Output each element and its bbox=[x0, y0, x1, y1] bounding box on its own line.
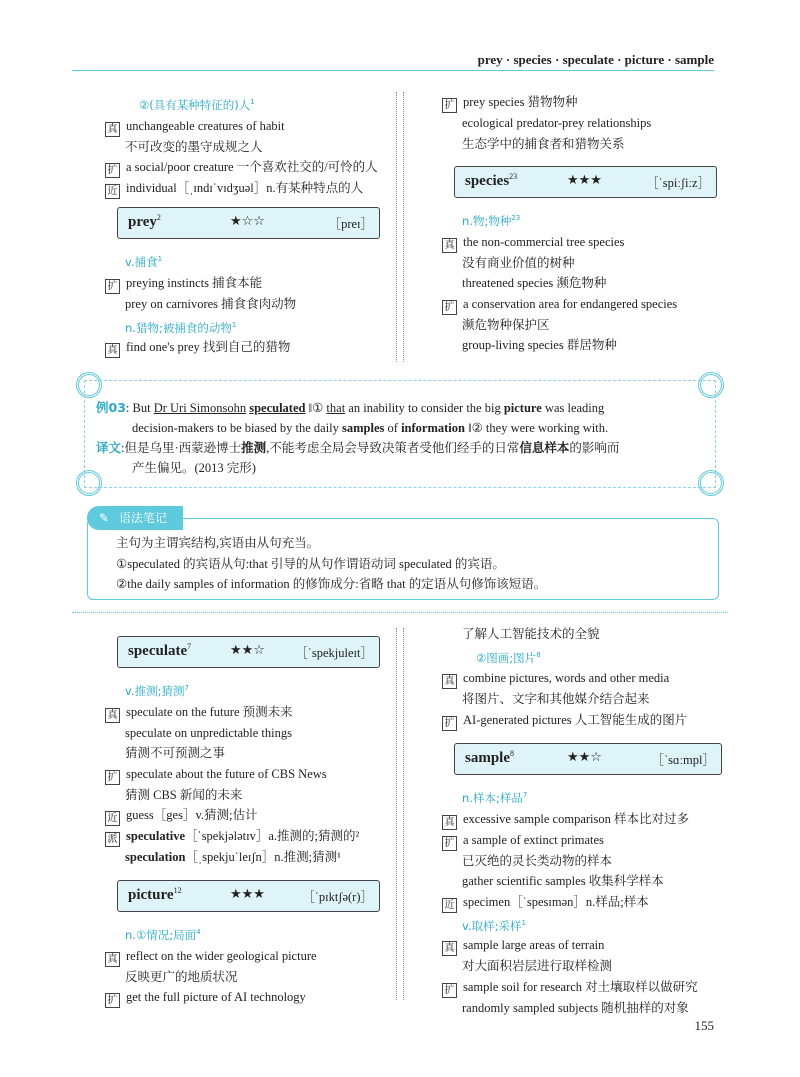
entry-line bbox=[105, 805, 380, 826]
entry-line bbox=[105, 743, 380, 764]
entry-line bbox=[442, 977, 722, 998]
text: ,不能考虑全局会导致决策者受他们经手的日常 bbox=[266, 441, 520, 455]
entry-text: 已灭绝的灵长类动物的样本 bbox=[462, 853, 613, 868]
entry-text: find one's prey 找到自己的猎物 bbox=[126, 340, 291, 355]
entry-text: the non-commercial tree species bbox=[463, 234, 625, 249]
entry-line bbox=[105, 987, 380, 1008]
entry-lines bbox=[105, 946, 380, 1009]
word-box-species bbox=[454, 166, 717, 198]
entry-line bbox=[442, 809, 722, 830]
entry-line bbox=[442, 92, 717, 113]
entry-text: 猜测不可预测之事 bbox=[125, 746, 226, 761]
entry-text: threatened species 濒危物种 bbox=[462, 276, 607, 291]
entry-lines bbox=[105, 116, 380, 200]
sense-label: n.猎物;被捕食的动物$^1$ bbox=[125, 320, 237, 335]
right-top-column bbox=[442, 92, 717, 356]
entry-line bbox=[442, 624, 722, 645]
word-box-sample bbox=[454, 743, 722, 775]
grammar-line: ①speculated 的宾语从句:that 引导的从句作谓语动词 speculated 的宾语。 bbox=[116, 556, 505, 571]
entry-tag: 近 bbox=[105, 184, 120, 199]
entry-line bbox=[442, 935, 722, 956]
phonetic: ［ˈspekjuleɪt］ bbox=[295, 646, 373, 660]
entry-tag: 真 bbox=[442, 674, 457, 689]
entry-text: 生态学中的捕食者和猎物关系 bbox=[462, 136, 625, 151]
entry-text: 濒危物种保护区 bbox=[462, 317, 550, 332]
entry-lines bbox=[442, 668, 722, 731]
entry-tag: 真 bbox=[105, 708, 120, 723]
entry-line bbox=[442, 113, 717, 134]
word-box-prey bbox=[117, 207, 380, 239]
entry-lines bbox=[442, 232, 717, 356]
derived-line bbox=[105, 847, 380, 868]
entry-tag: 真 bbox=[105, 952, 120, 967]
entry-line bbox=[442, 956, 722, 977]
grammar-title: 语法笔记 bbox=[118, 511, 167, 525]
derived-line bbox=[105, 826, 380, 847]
grammar-text bbox=[116, 533, 546, 595]
entry-line bbox=[105, 157, 380, 178]
text: decision-makers to be biased by the daily bbox=[132, 421, 339, 435]
translation-label: 译文 bbox=[96, 440, 122, 455]
text: of bbox=[387, 421, 398, 435]
entry-tag: 扩 bbox=[442, 716, 457, 731]
entry-tag: 扩 bbox=[442, 300, 457, 315]
text: But bbox=[132, 401, 151, 415]
entry-line bbox=[442, 273, 717, 294]
derived-lines bbox=[105, 826, 380, 868]
translation-line-2: 产生偏见。(2013 完形) bbox=[132, 461, 256, 475]
entry-line bbox=[105, 137, 380, 158]
entry-line bbox=[105, 273, 380, 294]
entry-tag: 真 bbox=[442, 941, 457, 956]
star-rating: ★★☆ bbox=[567, 749, 602, 765]
star-rating: ★★★ bbox=[567, 173, 602, 188]
entry-tag: 扩 bbox=[442, 836, 457, 851]
word-box-picture bbox=[117, 880, 380, 912]
entry-line bbox=[105, 702, 380, 723]
entry-text: preying instincts 捕食本能 bbox=[126, 276, 263, 291]
entry-line bbox=[105, 946, 380, 967]
sense-label: n.物;物种$^{23}$ bbox=[462, 213, 521, 228]
entry-tag: 近 bbox=[105, 811, 120, 826]
entry-text: unchangeable creatures of habit bbox=[126, 118, 285, 133]
entry-text: guess［ges］v.猜测;估计 bbox=[126, 808, 258, 823]
example-box bbox=[84, 380, 716, 488]
entry-tag: 真 bbox=[442, 238, 457, 253]
entry-line bbox=[442, 830, 722, 851]
entry-line bbox=[442, 871, 722, 892]
entry-lines bbox=[442, 92, 717, 154]
star-rating: ★★☆ bbox=[230, 643, 265, 658]
text: an inability to consider the big bbox=[348, 401, 501, 415]
entry-text: sample soil for research 对土壤取样以做研究 bbox=[463, 979, 698, 994]
entry-tag: 派 bbox=[105, 832, 120, 847]
entry-tag: 扩 bbox=[442, 98, 457, 113]
entry-line bbox=[442, 315, 717, 336]
entry-tag: 真 bbox=[105, 122, 120, 137]
entry-lines bbox=[105, 702, 380, 827]
subject: Dr Uri Simonsohn bbox=[153, 401, 247, 415]
entry-text: 了解人工智能技术的全貌 bbox=[462, 627, 600, 641]
entry-text: prey species 猎物物种 bbox=[463, 95, 578, 109]
keyword: 信息样本 bbox=[519, 441, 570, 455]
headword: picture$^{12}$ bbox=[128, 885, 182, 903]
phonetic: ［preɪ］ bbox=[328, 217, 373, 232]
entry-tag: 真 bbox=[105, 343, 120, 358]
phonetic: ［ˈsɑːmpl］ bbox=[651, 752, 715, 767]
entry-lines bbox=[442, 935, 722, 1018]
sense-label: v.取样;采样$^1$ bbox=[462, 918, 526, 933]
clause-mark: ‖① bbox=[308, 401, 324, 415]
pen-icon: ✎ bbox=[98, 511, 110, 525]
entry-text: individual［ˌɪndɪˈvɪdʒuəl］n.有某种特点的人 bbox=[126, 181, 364, 196]
keyword: samples bbox=[342, 421, 385, 435]
sense-label: n.样本;样品$^7$ bbox=[462, 790, 528, 805]
entry-text: ecological predator-prey relationships bbox=[462, 116, 652, 130]
entry-text: AI-generated pictures 人工智能生成的图片 bbox=[463, 712, 688, 727]
headword: speculate$^7$ bbox=[128, 642, 192, 659]
text: they were working with. bbox=[485, 421, 609, 435]
derived-word: speculation bbox=[125, 850, 186, 865]
entry-line bbox=[442, 892, 722, 913]
entry-line bbox=[442, 232, 717, 253]
entry-line bbox=[105, 294, 380, 315]
entry-text: 没有商业价值的树种 bbox=[462, 255, 575, 270]
entry-line bbox=[105, 967, 380, 988]
sense-label: ②图画;图片$^8$ bbox=[476, 650, 541, 665]
entry-line bbox=[105, 178, 380, 199]
example-text bbox=[96, 398, 702, 478]
entry-tag: 扩 bbox=[105, 993, 120, 1008]
entry-line bbox=[442, 710, 722, 731]
phonetic: ［ˈspiːʃiːz］ bbox=[646, 176, 710, 190]
entry-tag: 扩 bbox=[105, 770, 120, 785]
entry-text: specimen［ˈspesɪmən］n.样品;样本 bbox=[463, 894, 649, 909]
entry-text: reflect on the wider geological picture bbox=[126, 948, 317, 963]
translation-line-1: 译文:但是乌里·西蒙逊博士推测,不能考虑全局会导致决策者受他们经手的日常信息样本的影响而 bbox=[96, 440, 620, 455]
entry-text: 对大面积岩层进行取样检测 bbox=[462, 959, 613, 974]
right-bottom-column bbox=[442, 624, 722, 1018]
derived-definition: ［ˈspekjələtɪv］a.推测的;猜测的² bbox=[185, 829, 360, 844]
keyword: picture bbox=[503, 401, 542, 415]
entry-lines bbox=[442, 624, 722, 645]
entry-text: speculate on the future 预测未来 bbox=[126, 704, 293, 719]
entry-line bbox=[442, 998, 722, 1019]
sense-label: v.推测;猜测$^7$ bbox=[125, 683, 189, 698]
entry-lines bbox=[105, 337, 380, 358]
entry-line bbox=[442, 851, 722, 872]
example-label: 例03 bbox=[96, 400, 126, 415]
that: that bbox=[326, 401, 346, 415]
entry-line bbox=[105, 723, 380, 744]
entry-line bbox=[442, 689, 722, 710]
grammar-line: 主句为主谓宾结构,宾语由从句充当。 bbox=[116, 536, 320, 550]
entry-tag: 近 bbox=[442, 898, 457, 913]
text: 但是乌里·西蒙逊博士 bbox=[124, 441, 242, 455]
entry-text: 将图片、文字和其他媒介结合起来 bbox=[462, 692, 650, 707]
running-header: prey · species · speculate · picture · sample bbox=[477, 52, 714, 67]
entry-text: prey on carnivores 捕食食肉动物 bbox=[125, 297, 297, 312]
entry-text: 反映更广的地质状况 bbox=[125, 969, 238, 984]
left-top-column bbox=[105, 92, 380, 358]
entry-text: get the full picture of AI technology bbox=[126, 990, 306, 1005]
column-divider bbox=[396, 628, 404, 1000]
entry-line bbox=[105, 785, 380, 806]
entry-line bbox=[105, 337, 380, 358]
entry-text: a sample of extinct primates bbox=[463, 832, 604, 847]
entry-text: 不可改变的墨守成规之人 bbox=[125, 139, 263, 154]
entry-text: speculate on unpredictable things bbox=[125, 725, 292, 740]
sense-label: v.捕食$^1$ bbox=[125, 255, 163, 270]
entry-text: excessive sample comparison 样本比对过多 bbox=[463, 811, 689, 826]
headword: prey$^2$ bbox=[128, 213, 161, 231]
entry-line bbox=[105, 764, 380, 785]
corner-ornament bbox=[76, 372, 102, 398]
entry-line bbox=[442, 335, 717, 356]
sense-label: ②(具有某种特征的)人$^1$ bbox=[139, 97, 255, 112]
corner-ornament bbox=[698, 372, 724, 398]
text: was leading bbox=[544, 401, 605, 415]
entry-lines bbox=[442, 809, 722, 913]
left-bottom-column bbox=[105, 624, 380, 1008]
example-line-1: 例03: But Dr Uri Simonsohn speculated ‖① that an inability to consider the big picture was leading bbox=[96, 400, 605, 415]
entry-line bbox=[442, 134, 717, 155]
entry-line bbox=[442, 253, 717, 274]
phonetic: ［ˈpɪktʃə(r)］ bbox=[302, 889, 373, 904]
grammar-tab bbox=[87, 506, 183, 530]
entry-text: a conservation area for endangered species bbox=[463, 296, 678, 311]
entry-lines bbox=[105, 273, 380, 315]
entry-line bbox=[442, 668, 722, 689]
entry-tag: 扩 bbox=[442, 983, 457, 998]
star-rating: ★★★ bbox=[230, 886, 265, 902]
entry-text: combine pictures, words and other media bbox=[463, 671, 670, 686]
entry-text: 猜测 CBS 新闻的未来 bbox=[125, 787, 243, 802]
keyword: information bbox=[401, 421, 465, 435]
text: 的影响而 bbox=[569, 441, 620, 455]
entry-line bbox=[105, 116, 380, 137]
sense-label: n.①情况;局面$^4$ bbox=[125, 927, 201, 942]
grammar-line: ②the daily samples of information 的修饰成分:省略 that 的定语从句修饰该短语。 bbox=[116, 577, 547, 591]
headword: species$^{23}$ bbox=[465, 172, 518, 189]
star-rating: ★☆☆ bbox=[230, 214, 265, 230]
header-rule bbox=[72, 70, 714, 71]
derived-word: speculative bbox=[126, 829, 186, 844]
entry-text: sample large areas of terrain bbox=[463, 938, 605, 953]
entry-text: randomly sampled subjects 随机抽样的对象 bbox=[462, 1000, 689, 1015]
entry-tag: 扩 bbox=[105, 279, 120, 294]
entry-tag: 真 bbox=[442, 815, 457, 830]
verb: speculated bbox=[249, 401, 306, 415]
entry-text: group-living species 群居物种 bbox=[462, 338, 617, 353]
example-line-2 bbox=[96, 418, 702, 438]
entry-text: a social/poor creature 一个喜欢社交的/可怜的人 bbox=[126, 160, 378, 175]
section-separator bbox=[72, 612, 728, 613]
column-divider bbox=[396, 92, 404, 362]
entry-tag: 扩 bbox=[105, 163, 120, 178]
keyword: 推测 bbox=[241, 441, 267, 455]
entry-text: speculate about the future of CBS News bbox=[126, 766, 327, 781]
clause-mark: ‖② bbox=[468, 421, 483, 435]
entry-text: gather scientific samples 收集科学样本 bbox=[462, 874, 664, 889]
word-box-speculate bbox=[117, 636, 380, 668]
page-number: 155 bbox=[694, 1018, 714, 1033]
headword: sample$^8$ bbox=[465, 748, 514, 766]
entry-line bbox=[442, 294, 717, 315]
derived-definition: ［ˌspekjuˈleɪʃn］n.推测;猜测¹ bbox=[185, 850, 341, 865]
